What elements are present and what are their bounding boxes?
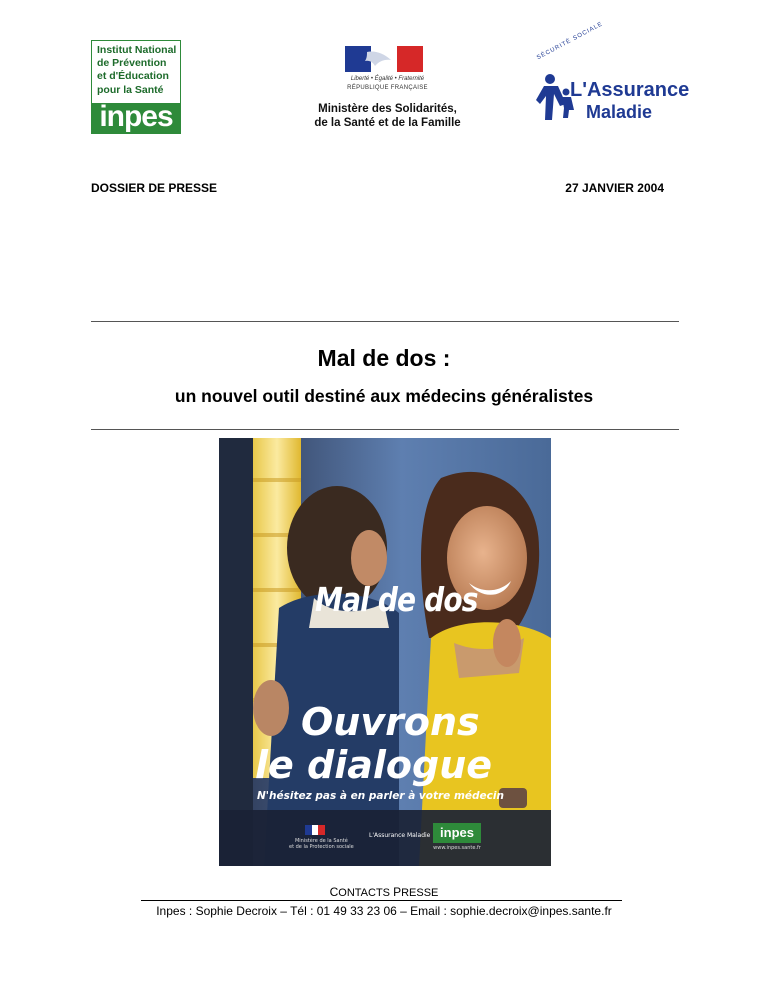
poster-hint: N'hésitez pas à en parler à votre médecin bbox=[257, 790, 504, 802]
ministry-name-line2: de la Santé et de la Famille bbox=[314, 117, 461, 129]
contacts-label bbox=[0, 885, 768, 899]
contacts-label-initial-p: P bbox=[393, 885, 402, 899]
inpes-logo-line3: et d'Éducation bbox=[97, 70, 169, 82]
contacts-label-rest: ONTACTS bbox=[338, 887, 394, 899]
poster-footer-inpes-url: www.inpes.sante.fr bbox=[433, 845, 481, 851]
poster-footer-ministry: Ministère de la Santé et de la Protection sociale bbox=[289, 838, 354, 850]
marianne-flag-icon bbox=[345, 46, 423, 72]
assurance-line2: Maladie bbox=[586, 102, 653, 122]
assurance-arc-text: SÉCURITÉ SOCIALE bbox=[536, 21, 605, 62]
poster-footer-inpes: inpes bbox=[433, 823, 481, 843]
assurance-maladie-logo bbox=[530, 21, 695, 132]
date-label: 27 JANVIER 2004 bbox=[565, 181, 664, 195]
rule-top bbox=[91, 321, 679, 322]
poster-footer-assurance: L'Assurance Maladie bbox=[369, 832, 431, 839]
inpes-logo-line2: de Prévention bbox=[97, 57, 167, 69]
ministry-name bbox=[290, 102, 485, 130]
ministry-republic: RÉPUBLIQUE FRANÇAISE bbox=[347, 85, 428, 91]
inpes-logo bbox=[91, 40, 181, 134]
inpes-logo-wordmark: inpes bbox=[99, 100, 173, 133]
main-title: Mal de dos : bbox=[317, 345, 451, 371]
sub-title: un nouvel outil destiné aux médecins généralistes bbox=[174, 386, 594, 406]
poster-slogan-line1: Ouvrons bbox=[301, 700, 480, 744]
ministry-name-line1: Ministère des Solidarités, bbox=[318, 103, 457, 115]
inpes-logo-line1: Institut National bbox=[97, 44, 177, 56]
contacts-label-initial-c: C bbox=[329, 885, 339, 899]
campaign-poster bbox=[219, 438, 551, 866]
ministry-logo bbox=[290, 40, 485, 140]
dossier-label: DOSSIER DE PRESSE bbox=[91, 181, 218, 195]
poster-slogan-line2: le dialogue bbox=[255, 743, 493, 787]
inpes-logo-line4: pour la Santé bbox=[97, 84, 164, 96]
ministry-motto: Liberté • Égalité • Fraternité bbox=[350, 76, 425, 82]
rule-footer bbox=[141, 900, 622, 901]
assurance-line1: L'Assurance bbox=[570, 79, 690, 101]
contact-line: Inpes : Sophie Decroix – Tél : 01 49 33 23 06 – Email : sophie.decroix@inpes.sante.fr bbox=[156, 904, 612, 918]
poster-headline: Mal de dos bbox=[315, 580, 478, 619]
poster-flag-icon bbox=[305, 825, 325, 835]
rule-middle bbox=[91, 429, 679, 430]
contacts-label-rest2: RESSE bbox=[401, 887, 439, 899]
